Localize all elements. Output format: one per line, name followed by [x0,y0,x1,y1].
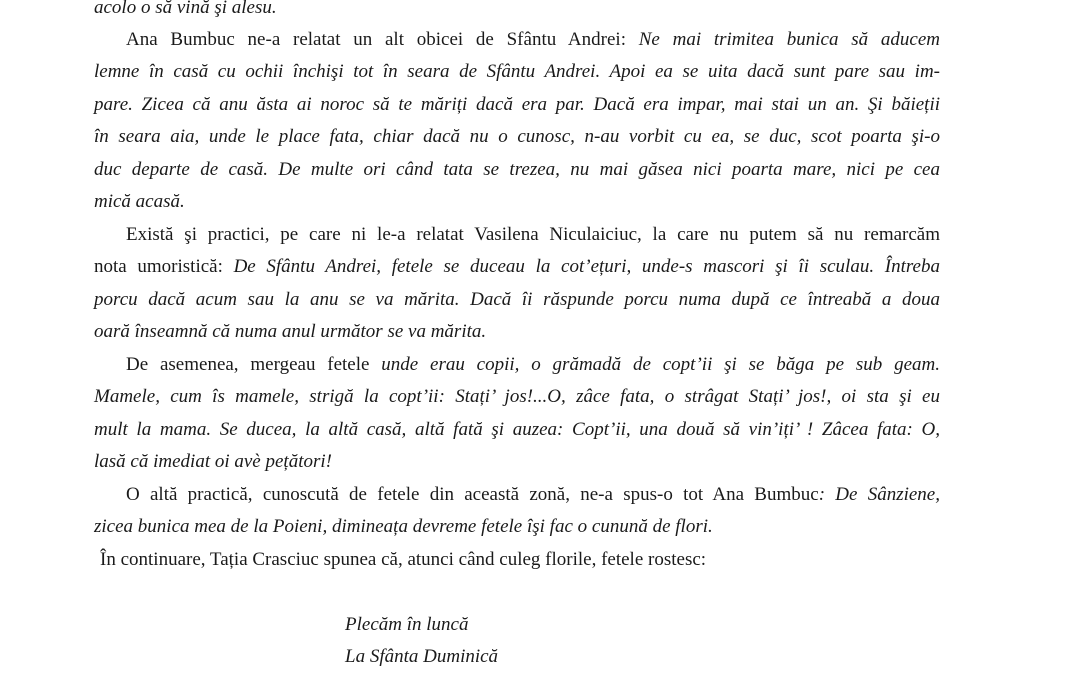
text-line: duc departe de casă. De multe ori când tata se trezea, nu mai găsea nici poarta mare, nici pe cea [94,159,940,180]
text-line: acolo o să vină şi alesu. [94,0,277,18]
text-line: lasă că imediat oi avè pețători! [94,451,332,472]
text-line: pare. Zicea că anu ăsta ai noroc să te măriți dacă era par. Dacă era impar, mai stai un an. Şi băieții [94,94,940,115]
text-line: Ana Bumbuc ne-a relatat un alt obicei de Sfântu Andrei: Ne mai trimitea bunica să aducem [126,29,940,50]
text-line: Există şi practici, pe care ni le-a relatat Vasilena Niculaiciuc, la care nu putem să nu remarcăm [126,224,940,245]
text-line: mică acasă. [94,191,185,212]
verse-line: La Sfânta Duminică [345,646,499,667]
text-line: mult la mama. Se ducea, la altă casă, altă fată şi auzea: Copt’ii, una două să vin’iți’ ! Zâcea fata: O, [94,419,940,440]
text-line: porcu dacă acum sau la anu se va mărita. Dacă îi răspunde porcu numa după ce întreabă a doua [94,289,940,310]
text-line: nota umoristică: De Sfântu Andrei, fetele se duceau la cot’ețuri, unde-s mascori şi îi sculau. Întreba [94,256,940,277]
text-line: zicea bunica mea de la Poieni, dimineața devreme fetele îşi fac o cunună de flori. [94,516,713,537]
text-line: De asemenea, mergeau fetele unde erau copii, o grămadă de copt’ii şi se băga pe sub geam. [126,354,940,375]
text-line: în seara aia, unde le place fata, chiar dacă nu o cunosc, n-au vorbit cu ea, se duc, scot poarta şi-o [94,126,940,147]
text-line: lemne în casă cu ochii închişi tot în seara de Sfântu Andrei. Apoi ea se uita dacă sunt pare sau im- [94,61,940,82]
text-line: O altă practică, cunoscută de fetele din această zonă, ne-a spus-o tot Ana Bumbuc: De Sânziene, [126,484,940,505]
text-line: Mamele, cum îs mamele, strigă la copt’ii: Stați’ jos!...O, zâce fata, o strâgat Stați’ jos!, oi sta şi eu [94,386,940,407]
text-line: În continuare, Tația Crasciuc spunea că, atunci când culeg florile, fetele rostesc: [100,549,707,570]
verse-line: Plecăm în luncă [345,614,469,635]
text-line: oară înseamnă că numa anul următor se va mărita. [94,321,487,342]
